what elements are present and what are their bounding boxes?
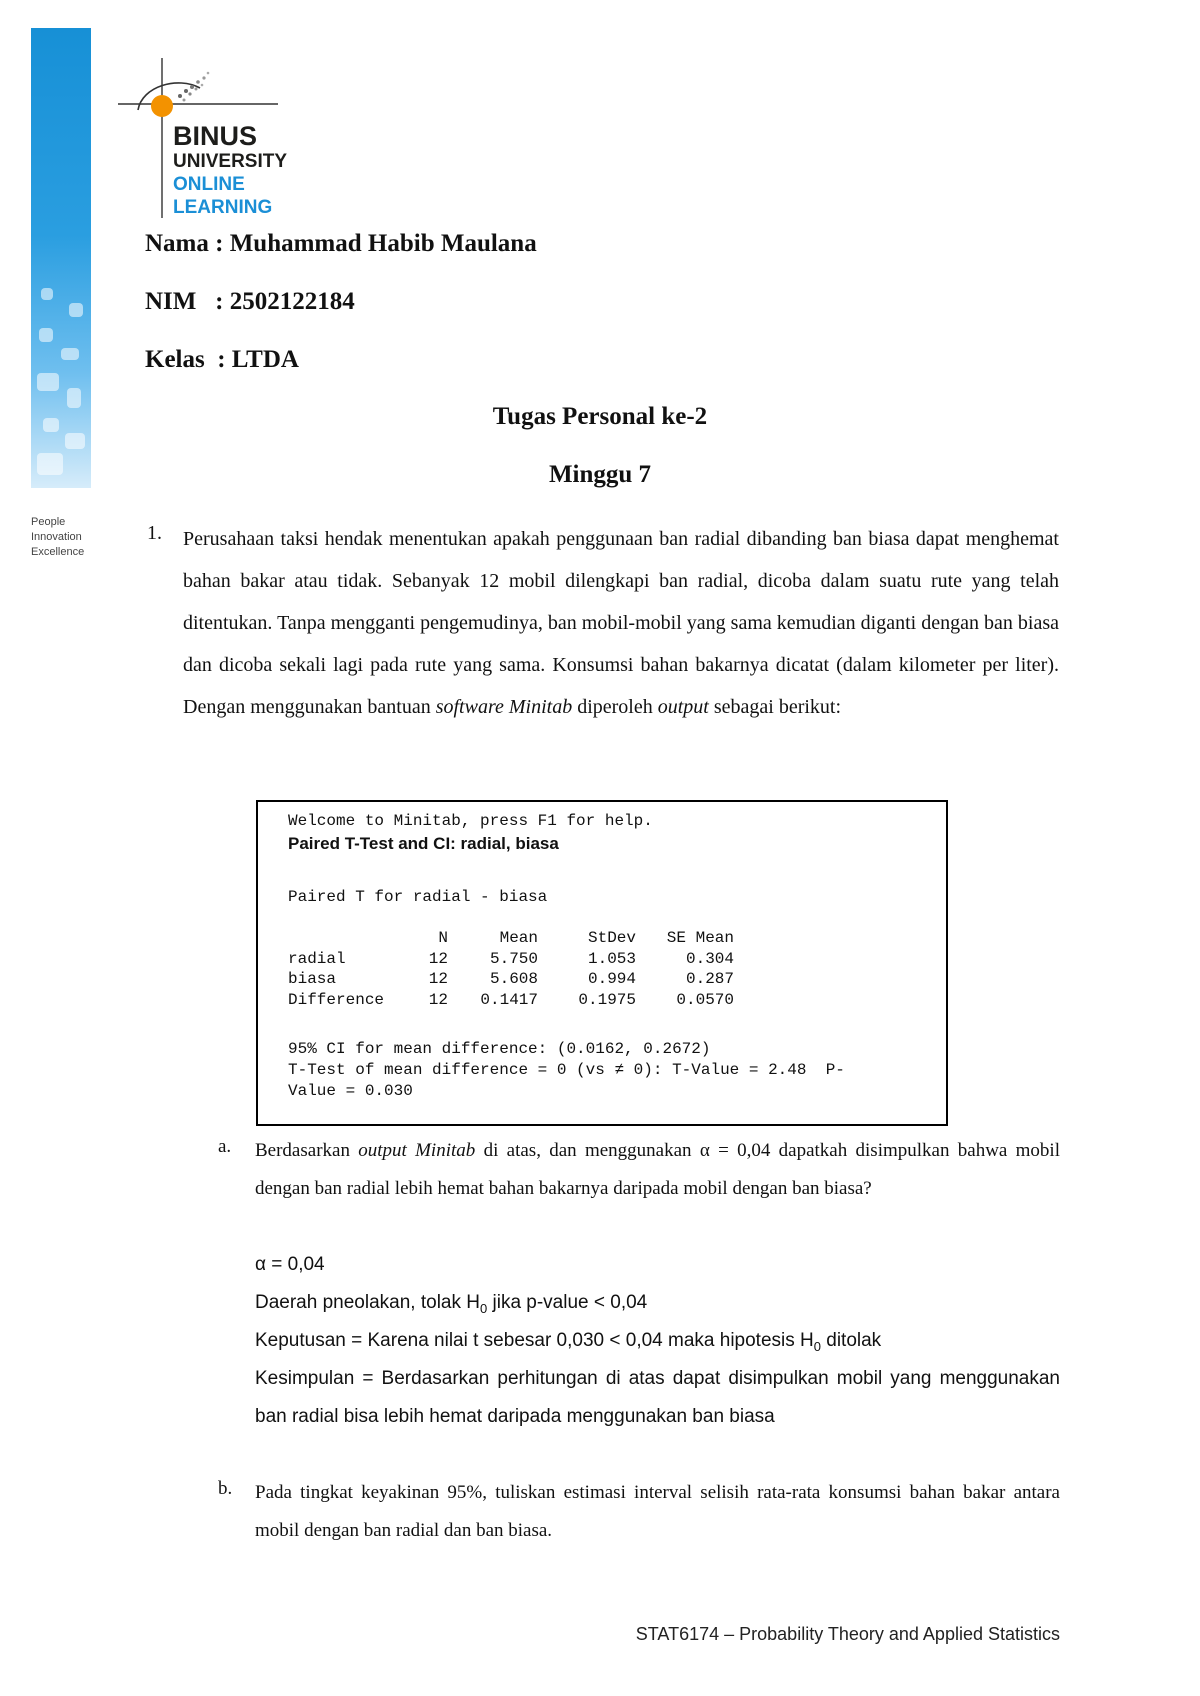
answer-alpha: α = 0,04 bbox=[255, 1254, 325, 1275]
assignment-title: Tugas Personal ke-2 bbox=[492, 403, 708, 430]
table-cell: radial bbox=[288, 949, 346, 968]
decision-text-pre: Keputusan = Karena nilai t sebesar 0,030 < 0,04 maka hipotesis H bbox=[255, 1330, 814, 1351]
q1-text-italic-1: software Minitab bbox=[435, 696, 573, 718]
rejection-text-post: jika p-value < 0,04 bbox=[487, 1292, 648, 1313]
table-cell: biasa bbox=[288, 970, 337, 989]
subq-a-text-italic: output Minitab bbox=[358, 1140, 476, 1161]
q1-text-part-1: Perusahaan taksi hendak menentukan apakah penggunaan ban radial dibanding ban biasa dapat menghemat bahan bakar atau tidak. Sebanyak 12 mobil dilengkapi ban radial, dicoba dalam suatu rute yang telah ditentukan. Tanpa mengganti pengemudinya, ban mobil-mobil yang sama kemudian diganti dengan ban biasa dan dicoba sekali lagi pada rute yang sama. Konsumsi bahan bakarnya dicatat (dalam kilometer per liter). Dengan menggunakan bantuan bbox=[183, 528, 1059, 718]
table-cell: 12 bbox=[428, 949, 448, 968]
rejection-text-pre: Daerah pneolakan, tolak H bbox=[255, 1292, 480, 1313]
minitab-ttest-line-2: Value = 0.030 bbox=[288, 1082, 413, 1100]
table-cell: Difference bbox=[288, 990, 385, 1009]
page-footer: STAT6174 – Probability Theory and Applied Statistics bbox=[635, 1624, 1060, 1644]
logo-wordmark bbox=[173, 122, 287, 219]
table-row bbox=[288, 990, 734, 1011]
table-row bbox=[288, 949, 734, 970]
table-header-cell: StDev bbox=[587, 929, 636, 948]
minitab-subheading: Paired T for radial - biasa bbox=[288, 888, 548, 906]
sub-question-a-text bbox=[255, 1132, 1060, 1208]
sub-question-b-text: Pada tingkat keyakinan 95%, tuliskan estimasi interval selisih rata-rata konsumsi bahan bakar antara mobil dengan ban radial dan ban biasa. bbox=[255, 1482, 1060, 1541]
q1-text-part-3: sebagai berikut: bbox=[708, 696, 842, 718]
subq-a-text-part-2: di atas, dan menggunakan α = 0,04 dapatkah disimpulkan bahwa mobil dengan ban radial lebih hemat bahan bakarnya daripada mobil dengan ban biasa? bbox=[255, 1140, 1060, 1199]
minitab-table bbox=[288, 928, 734, 1010]
table-header-cell: SE Mean bbox=[666, 929, 734, 948]
brand-tagline bbox=[31, 515, 84, 560]
answer-conclusion: Kesimpulan = Berdasarkan perhitungan di atas dapat disimpulkan mobil yang menggunakan ban radial bisa lebih hemat daripada menggunakan ban biasa bbox=[255, 1368, 1060, 1427]
minitab-output-box bbox=[256, 800, 948, 1126]
table-cell: 0.287 bbox=[685, 970, 734, 989]
table-cell: 5.750 bbox=[489, 949, 538, 968]
decision-text-post: ditolak bbox=[820, 1330, 882, 1351]
table-header-row bbox=[288, 928, 734, 949]
table-cell: 1.053 bbox=[587, 949, 636, 968]
subq-a-text-part-1: Berdasarkan bbox=[255, 1140, 359, 1161]
table-cell: 0.994 bbox=[587, 970, 636, 989]
student-nim: NIM : 2502122184 bbox=[145, 288, 355, 315]
table-cell: 0.0570 bbox=[676, 990, 734, 1009]
tagline-line-3: Excellence bbox=[31, 546, 85, 558]
table-cell: 0.1417 bbox=[480, 990, 538, 1009]
table-header-cell: Mean bbox=[499, 929, 538, 948]
student-class: Kelas : LTDA bbox=[145, 346, 299, 373]
table-header-cell bbox=[288, 928, 408, 949]
q1-text-italic-2: output bbox=[657, 696, 709, 718]
minitab-heading: Paired T-Test and CI: radial, biasa bbox=[288, 834, 559, 853]
tagline-line-1: People bbox=[31, 516, 66, 528]
minitab-welcome: Welcome to Minitab, press F1 for help. bbox=[288, 812, 653, 830]
question-1-text bbox=[183, 518, 1059, 728]
student-name: Nama : Muhammad Habib Maulana bbox=[145, 230, 537, 257]
table-cell: 12 bbox=[428, 970, 448, 989]
question-number: 1. bbox=[147, 522, 162, 544]
table-header-cell: N bbox=[438, 929, 448, 948]
logo-line-university: UNIVERSITY bbox=[173, 151, 288, 172]
rejection-subscript: 0 bbox=[479, 1300, 488, 1316]
logo-line-binus: BINUS bbox=[173, 121, 258, 151]
decision-subscript: 0 bbox=[813, 1338, 821, 1354]
sub-question-a-label: a. bbox=[218, 1136, 232, 1157]
table-cell: 0.304 bbox=[685, 949, 734, 968]
table-row bbox=[288, 969, 734, 990]
sub-question-b-label: b. bbox=[218, 1478, 233, 1499]
tagline-line-2: Innovation bbox=[31, 531, 82, 543]
logo-line-online: ONLINE bbox=[173, 174, 245, 195]
assignment-week: Minggu 7 bbox=[548, 461, 652, 488]
minitab-ci-line: 95% CI for mean difference: (0.0162, 0.2672) bbox=[288, 1040, 711, 1058]
table-cell: 0.1975 bbox=[578, 990, 636, 1009]
q1-text-part-2: diperoleh bbox=[572, 696, 658, 718]
minitab-ttest-line-1: T-Test of mean difference = 0 (vs ≠ 0): T-Value = 2.48 P- bbox=[288, 1061, 845, 1079]
table-cell: 12 bbox=[428, 990, 448, 1009]
logo-line-learning: LEARNING bbox=[173, 197, 273, 218]
table-cell: 5.608 bbox=[489, 970, 538, 989]
